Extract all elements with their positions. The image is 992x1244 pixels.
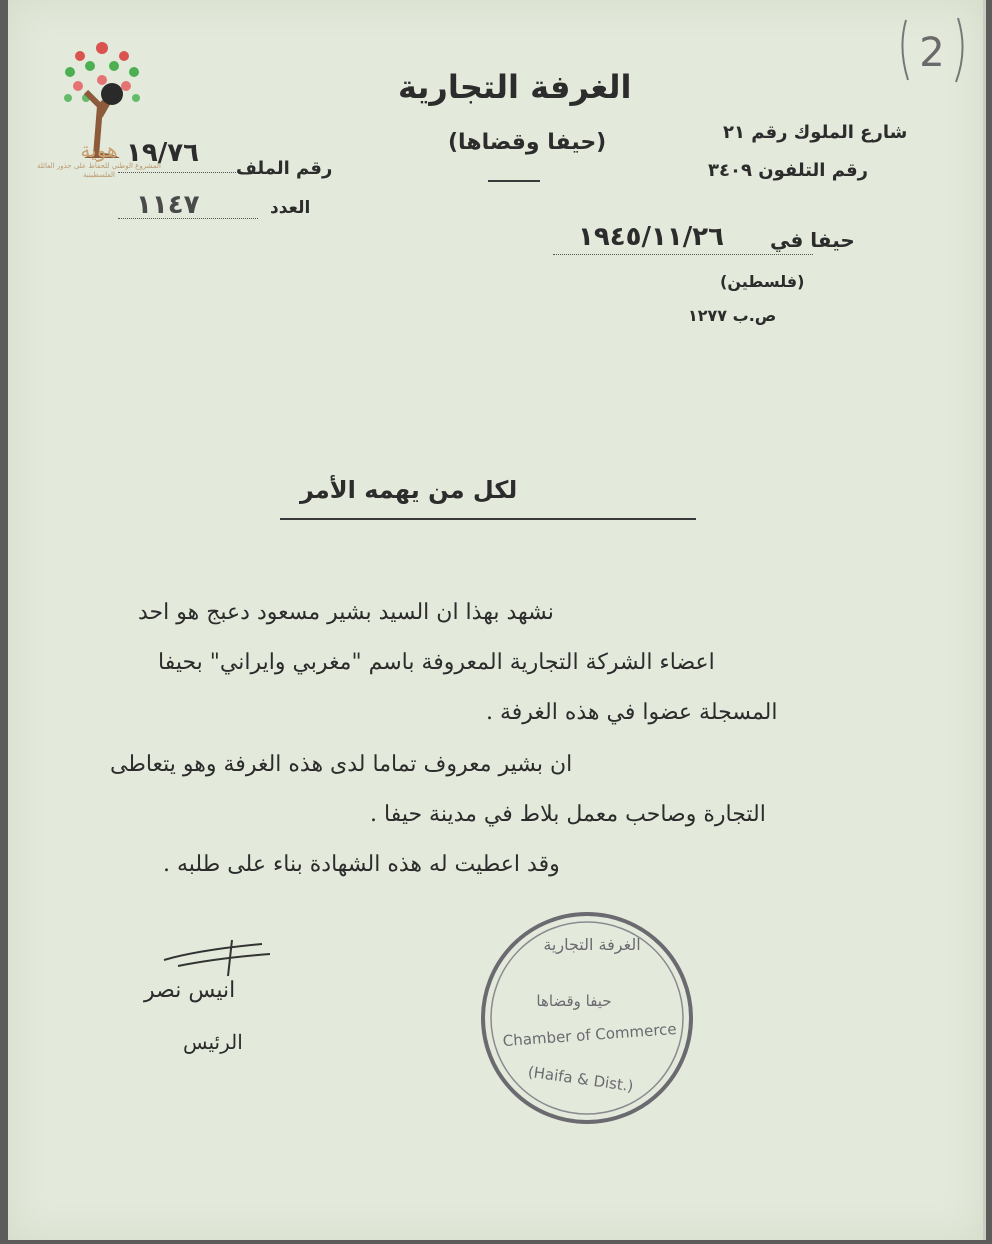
letterhead-divider: [488, 180, 540, 182]
body-line: نشهد بهذا ان السيد بشير مسعود دعبج هو احد: [138, 600, 554, 625]
count-label: العدد: [270, 198, 311, 218]
file-number-value: ١٩/٧٦: [126, 138, 199, 168]
count-number: ١١٤٧: [136, 190, 200, 220]
letterhead-subtitle: (حيفا وقضاها): [448, 130, 607, 155]
country: (فلسطين): [720, 272, 805, 291]
body-line: وقد اعطيت له هذه الشهادة بناء على طلبه .: [163, 852, 560, 877]
chamber-stamp-icon: [474, 908, 700, 1128]
handwritten-signature-icon: [158, 930, 278, 980]
stamp-arabic-mid: حيفا وقضاها: [536, 992, 612, 1010]
phone: رقم التلفون ٣٤٠٩: [708, 160, 868, 181]
body-line: المسجلة عضوا في هذه الغرفة .: [486, 700, 778, 725]
file-number-label: رقم الملف: [236, 158, 333, 179]
address: شارع الملوك رقم ٢١: [723, 122, 908, 143]
file-number-line: [118, 172, 238, 173]
stamp-english-1: Chamber of Commerce: [502, 1019, 678, 1051]
letter-heading: لكل من يهمه الأمر: [300, 476, 518, 504]
date-value: ١٩٤٥/١١/٢٦: [578, 222, 724, 252]
po-box: ص.ب ١٢٧٧: [688, 306, 777, 325]
date-line: [553, 254, 813, 255]
count-line: [118, 218, 258, 219]
logo-caption: المشروع الوطني للحفاظ على جذور العائلة الفلسطينية: [37, 162, 161, 179]
stamp-arabic-top: الغرفة التجارية: [543, 935, 641, 954]
document-page: [8, 0, 986, 1240]
signatory-title: الرئيس: [183, 1030, 243, 1054]
signatory-name: انيس نصر: [144, 978, 236, 1003]
letterhead-title: الغرفة التجارية: [398, 68, 632, 106]
logo-name: هوية: [80, 138, 118, 162]
date-city: حيفا في: [770, 228, 855, 252]
body-line: اعضاء الشركة التجارية المعروفة باسم "مغربي وايراني" بحيفا: [158, 650, 715, 675]
heading-underline: [280, 518, 696, 520]
page-number-circle: [896, 8, 968, 94]
page-number: 2: [919, 30, 945, 76]
body-line: التجارة وصاحب معمل بلاط في مدينة حيفا .: [370, 802, 766, 827]
body-line: ان بشير معروف تماما لدى هذه الغرفة وهو يتعاطى: [110, 752, 573, 777]
stamp-english-2: (Haifa & Dist.): [526, 1062, 635, 1096]
